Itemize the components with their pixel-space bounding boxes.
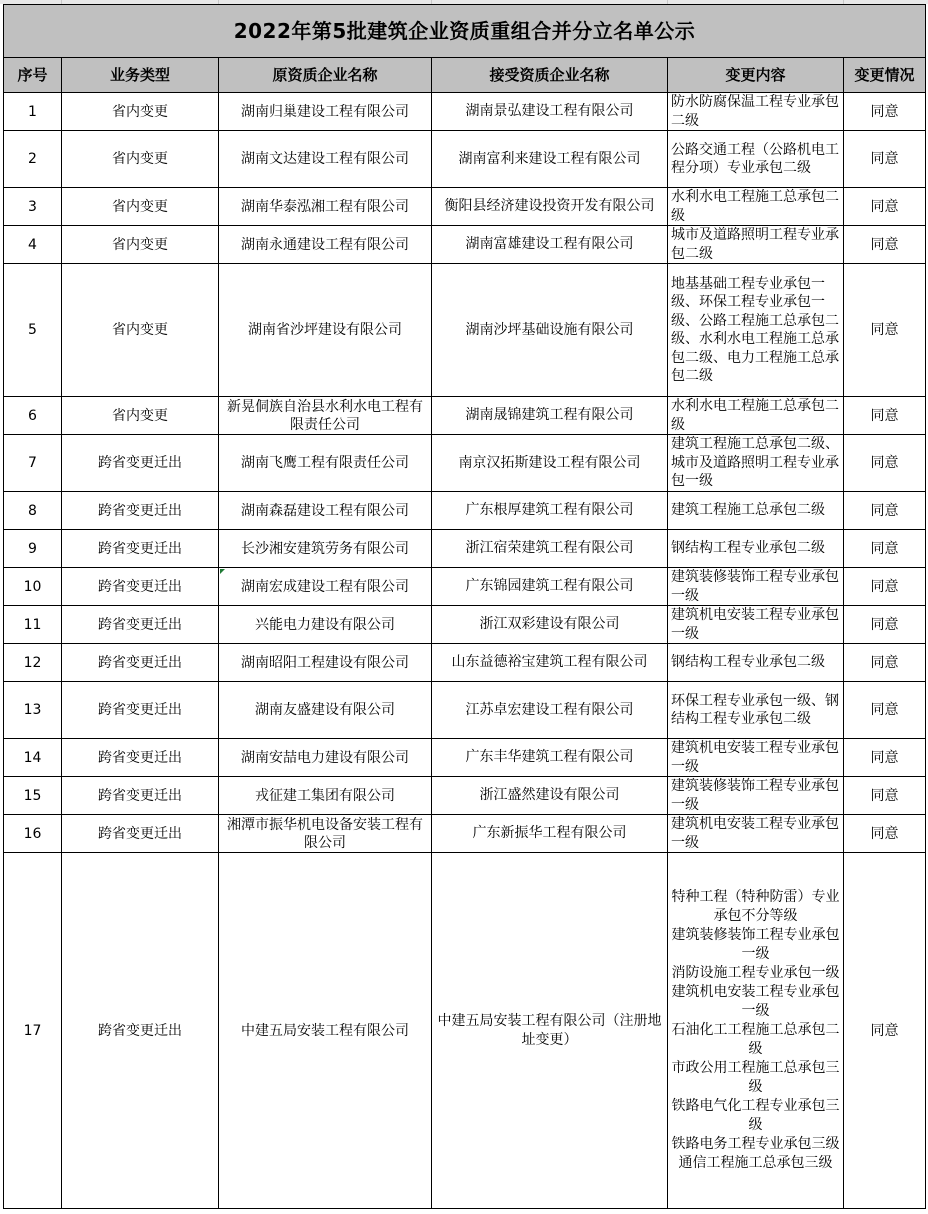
change-content: 建筑机电安装工程专业承包一级 (668, 606, 844, 644)
change-content: 建筑工程施工总承包二级、城市及道路照明工程专业承包一级 (668, 435, 844, 492)
business-type: 跨省变更迁出 (62, 435, 219, 492)
row-number: 1 (4, 93, 62, 131)
change-status: 同意 (844, 530, 926, 568)
row-number: 8 (4, 492, 62, 530)
receiving-company: 广东丰华建筑工程有限公司 (432, 739, 668, 777)
original-company: 新晃侗族自治县水利水电工程有限责任公司 (219, 397, 432, 435)
original-company: 湖南华泰泓湘工程有限公司 (219, 188, 432, 226)
table-row (4, 815, 926, 853)
change-content: 防水防腐保温工程专业承包二级 (668, 93, 844, 131)
change-content: 地基基础工程专业承包一级、环保工程专业承包一级、公路工程施工总承包二级、水利水电工程施工总承包二级、电力工程施工总承包二级 (668, 264, 844, 397)
qualification-table (3, 4, 926, 1209)
receiving-company: 湖南富利来建设工程有限公司 (432, 131, 668, 188)
table-row (4, 777, 926, 815)
row-number: 12 (4, 644, 62, 682)
change-status: 同意 (844, 131, 926, 188)
change-content-item: 石油化工工程施工总承包二级 (671, 1022, 840, 1057)
change-status: 同意 (844, 644, 926, 682)
business-type: 省内变更 (62, 188, 219, 226)
original-company: 湖南飞鹰工程有限责任公司 (219, 435, 432, 492)
row-number: 11 (4, 606, 62, 644)
receiving-company: 湖南沙坪基础设施有限公司 (432, 264, 668, 397)
business-type: 省内变更 (62, 226, 219, 264)
original-company: 戎征建工集团有限公司 (219, 777, 432, 815)
change-content: 城市及道路照明工程专业承包二级 (668, 226, 844, 264)
table-row (4, 131, 926, 188)
page-title: 2022年第5批建筑企业资质重组合并分立名单公示 (4, 5, 926, 58)
row-number: 6 (4, 397, 62, 435)
change-status: 同意 (844, 492, 926, 530)
table-row (4, 226, 926, 264)
business-type: 省内变更 (62, 93, 219, 131)
business-type: 跨省变更迁出 (62, 853, 219, 1209)
change-content-item: 特种工程（特种防雷）专业承包不分等级 (671, 889, 840, 924)
change-content: 水利水电工程施工总承包二级 (668, 188, 844, 226)
business-type: 跨省变更迁出 (62, 606, 219, 644)
receiving-company: 湖南晟锦建筑工程有限公司 (432, 397, 668, 435)
change-content-list (668, 853, 844, 1209)
business-type: 跨省变更迁出 (62, 530, 219, 568)
change-content: 建筑机电安装工程专业承包一级 (668, 815, 844, 853)
change-content-item: 铁路电气化工程专业承包三级 (671, 1098, 840, 1133)
original-company: 兴能电力建设有限公司 (219, 606, 432, 644)
change-status: 同意 (844, 264, 926, 397)
table-header (4, 58, 926, 93)
table-row (4, 644, 926, 682)
header-type: 业务类型 (62, 58, 219, 93)
change-status: 同意 (844, 568, 926, 606)
table-row (4, 93, 926, 131)
receiving-company: 中建五局安装工程有限公司（注册地址变更） (432, 853, 668, 1209)
business-type: 跨省变更迁出 (62, 739, 219, 777)
table-row (4, 492, 926, 530)
row-number: 7 (4, 435, 62, 492)
business-type: 跨省变更迁出 (62, 682, 219, 739)
change-status: 同意 (844, 606, 926, 644)
row-number: 5 (4, 264, 62, 397)
original-company: 湖南省沙坪建设有限公司 (219, 264, 432, 397)
receiving-company: 广东新振华工程有限公司 (432, 815, 668, 853)
row-number: 14 (4, 739, 62, 777)
change-content-item: 市政公用工程施工总承包三级 (671, 1060, 840, 1095)
original-company: 湘潭市振华机电设备安装工程有限公司 (219, 815, 432, 853)
business-type: 省内变更 (62, 264, 219, 397)
change-status: 同意 (844, 682, 926, 739)
original-company: 湖南昭阳工程建设有限公司 (219, 644, 432, 682)
change-content-item: 建筑装修装饰工程专业承包一级 (671, 927, 840, 962)
receiving-company: 江苏卓宏建设工程有限公司 (432, 682, 668, 739)
change-content: 建筑机电安装工程专业承包一级 (668, 739, 844, 777)
change-content-item: 消防设施工程专业承包一级 (671, 965, 840, 981)
change-content: 钢结构工程专业承包二级 (668, 644, 844, 682)
change-content: 建筑装修装饰工程专业承包一级 (668, 568, 844, 606)
original-company: 湖南宏成建设工程有限公司 (219, 568, 432, 606)
original-company: 湖南永通建设工程有限公司 (219, 226, 432, 264)
row-number: 9 (4, 530, 62, 568)
table-row (4, 530, 926, 568)
table-row (4, 188, 926, 226)
receiving-company: 浙江宿荣建筑工程有限公司 (432, 530, 668, 568)
change-status: 同意 (844, 93, 926, 131)
change-content: 水利水电工程施工总承包二级 (668, 397, 844, 435)
receiving-company: 湖南富雄建设工程有限公司 (432, 226, 668, 264)
change-content: 建筑装修装饰工程专业承包一级 (668, 777, 844, 815)
table-row (4, 682, 926, 739)
table-row (4, 435, 926, 492)
business-type: 跨省变更迁出 (62, 568, 219, 606)
business-type: 省内变更 (62, 397, 219, 435)
business-type: 跨省变更迁出 (62, 492, 219, 530)
change-content-item: 通信工程施工总承包三级 (678, 1155, 833, 1171)
original-company: 湖南安喆电力建设有限公司 (219, 739, 432, 777)
table-row (4, 606, 926, 644)
receiving-company: 南京汉拓斯建设工程有限公司 (432, 435, 668, 492)
table-row (4, 264, 926, 397)
row-number: 15 (4, 777, 62, 815)
change-status: 同意 (844, 853, 926, 1209)
change-content: 建筑工程施工总承包二级 (668, 492, 844, 530)
table-row (4, 397, 926, 435)
change-status: 同意 (844, 739, 926, 777)
business-type: 跨省变更迁出 (62, 815, 219, 853)
row-number: 3 (4, 188, 62, 226)
change-status: 同意 (844, 777, 926, 815)
change-status: 同意 (844, 397, 926, 435)
business-type: 跨省变更迁出 (62, 777, 219, 815)
header-change: 变更内容 (668, 58, 844, 93)
table-row (4, 568, 926, 606)
header-receiver: 接受资质企业名称 (432, 58, 668, 93)
original-company: 湖南森磊建设工程有限公司 (219, 492, 432, 530)
change-content-item: 建筑机电安装工程专业承包一级 (671, 984, 840, 1019)
change-content: 钢结构工程专业承包二级 (668, 530, 844, 568)
table-row (4, 853, 926, 1209)
table-row (4, 739, 926, 777)
change-content: 公路交通工程（公路机电工程分项）专业承包二级 (668, 131, 844, 188)
receiving-company: 衡阳县经济建设投资开发有限公司 (432, 188, 668, 226)
header-status: 变更情况 (844, 58, 926, 93)
row-number: 17 (4, 853, 62, 1209)
receiving-company: 浙江盛然建设有限公司 (432, 777, 668, 815)
row-number: 13 (4, 682, 62, 739)
change-status: 同意 (844, 435, 926, 492)
change-status: 同意 (844, 226, 926, 264)
change-status: 同意 (844, 188, 926, 226)
row-number: 10 (4, 568, 62, 606)
original-company: 中建五局安装工程有限公司 (219, 853, 432, 1209)
receiving-company: 广东锦园建筑工程有限公司 (432, 568, 668, 606)
business-type: 省内变更 (62, 131, 219, 188)
original-company: 湖南文达建设工程有限公司 (219, 131, 432, 188)
receiving-company: 湖南景弘建设工程有限公司 (432, 93, 668, 131)
cell-comment-marker (220, 569, 225, 574)
receiving-company: 浙江双彩建设有限公司 (432, 606, 668, 644)
change-content-item: 铁路电务工程专业承包三级 (671, 1136, 840, 1152)
change-content: 环保工程专业承包一级、钢结构工程专业承包二级 (668, 682, 844, 739)
original-company: 湖南归巢建设工程有限公司 (219, 93, 432, 131)
row-number: 16 (4, 815, 62, 853)
receiving-company: 广东根厚建筑工程有限公司 (432, 492, 668, 530)
row-number: 2 (4, 131, 62, 188)
header-no: 序号 (4, 58, 62, 93)
header-original: 原资质企业名称 (219, 58, 432, 93)
original-company: 长沙湘安建筑劳务有限公司 (219, 530, 432, 568)
original-company: 湖南友盛建设有限公司 (219, 682, 432, 739)
business-type: 跨省变更迁出 (62, 644, 219, 682)
receiving-company: 山东益德裕宝建筑工程有限公司 (432, 644, 668, 682)
row-number: 4 (4, 226, 62, 264)
change-status: 同意 (844, 815, 926, 853)
